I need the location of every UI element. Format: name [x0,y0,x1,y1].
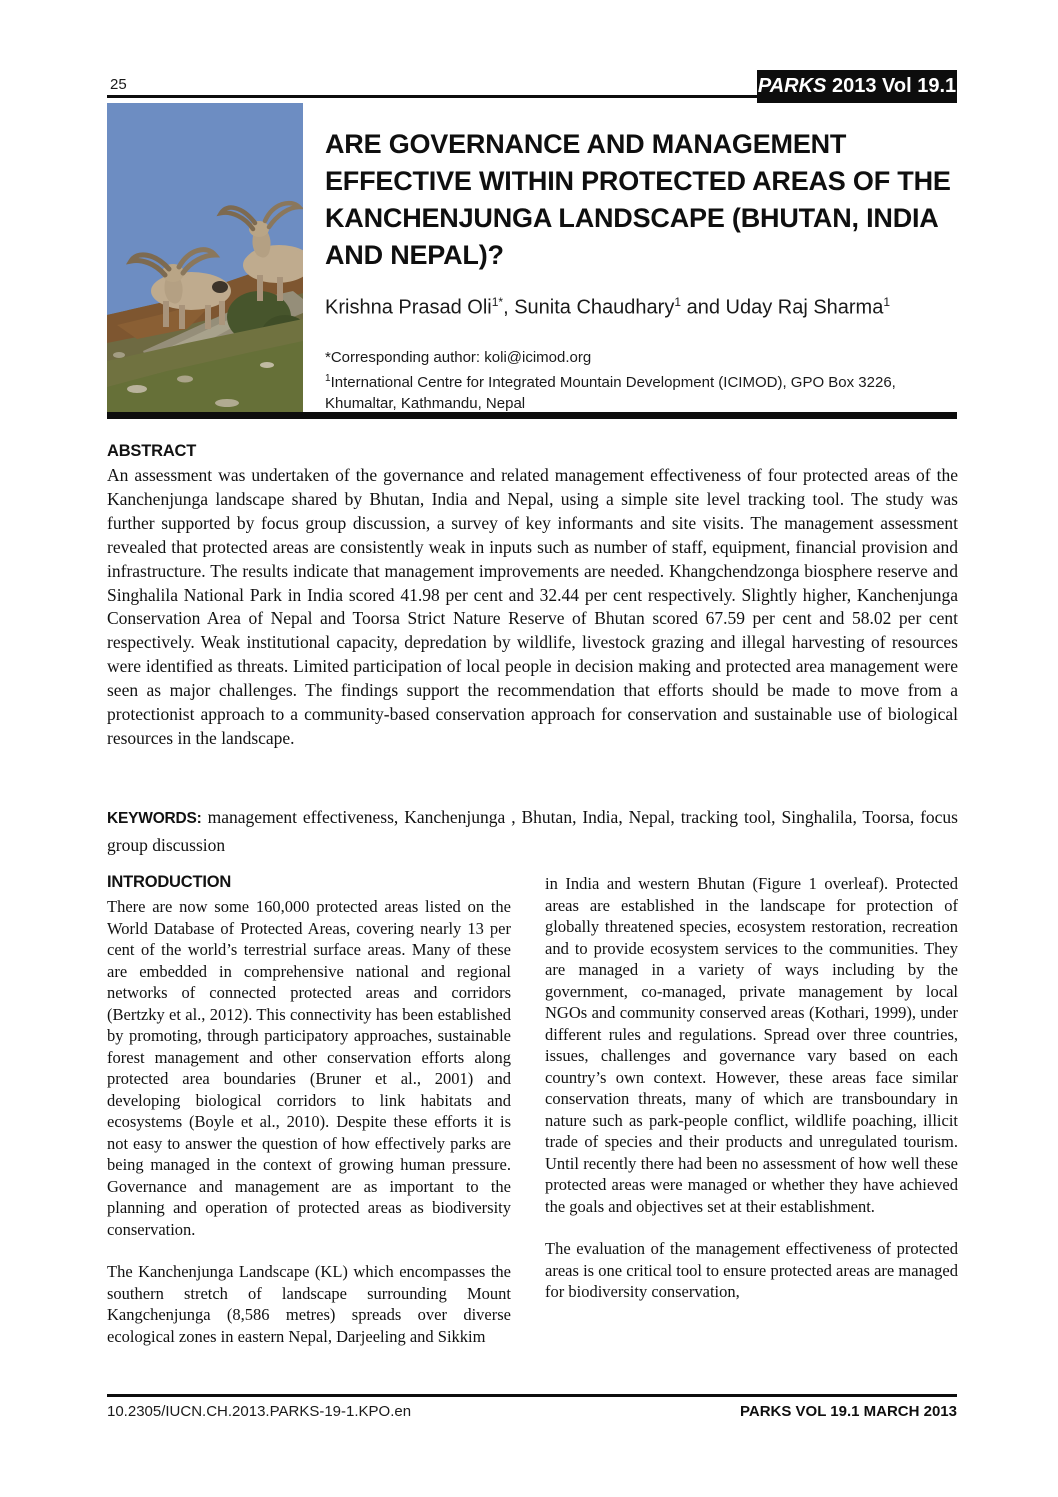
footer-issue: PARKS VOL 19.1 MARCH 2013 [739,1403,957,1420]
corresponding-author-line: *Corresponding author: koli@icimod.org [325,349,592,366]
journal-banner-volume: 2013 Vol 19.1 [826,75,957,97]
footer-rule [107,1394,957,1397]
journal-banner-name: PARKS [757,75,827,97]
author-name: Krishna Prasad Oli [325,296,492,319]
blue-sheep-photo-illustration [107,103,303,413]
abstract-heading: ABSTRACT [107,442,197,460]
intro-right-column [545,873,958,1324]
introduction-heading: INTRODUCTION [107,873,232,891]
author-name: Sunita Chaudhary [514,296,675,319]
author-affmark: 1* [491,295,504,309]
article-photo [107,103,303,413]
page-number: 25 [110,76,127,93]
keywords-label: KEYWORDS: [107,810,202,827]
author-affmark: 1 [883,295,891,309]
journal-banner [757,70,957,103]
article-title: ARE GOVERNANCE AND MANAGEMENT EFFECTIVE WITHIN PROTECTED AREAS OF THE KANCHENJUNGA LANDSCAPE (BHUTAN, INDIA AND NEPAL)? [325,129,951,270]
intro-paragraph: There are now some 160,000 protected areas listed on the World Database of Protected Areas, covering nearly 13 per cent of the world’s terrestrial surface areas. Many of these are embedded in comprehensive national and regional networks of connected protected areas and corridors (Bertzky et al., 2012). This connectivity has been established by promoting, through participatory approaches, sustainable forest management and other conservation efforts along protected area boundaries (Bruner et al., 2001) and developing biological corridors to link habitats and ecosystems (Boyle et al., 2010). Despite these efforts it is not easy to answer the question of how effectively parks are being managed in the context of growing human pressure. Governance and management are as important to the planning and operation of protected areas as biodiversity conservation. [107,897,511,1239]
intro-paragraph: The Kanchenjunga Landscape (KL) which encompasses the southern stretch of landscape surrounding Mount Kangchenjunga (8,586 metres) spreads over diverse ecological zones in eastern Nepal, Darjeeling and Sikkim [107,1262,511,1346]
title-divider-bar [107,412,957,419]
abstract-text: An assessment was undertaken of the governance and related management effectiveness of four protected areas of the Kanchenjunga landscape shared by Bhutan, India and Nepal, using a simple site level tracking tool. The study was further supported by focus group discussion, a survey of key informants and site visits. The management assessment revealed that protected areas are consistently weak in inputs such as number of staff, equipment, financial provision and infrastructure. The results indicate that management improvements are needed. Khangchendzonga biosphere reserve and Singhalila National Park in India scored 41.98 per cent and 32.44 per cent respectively. Slightly higher, Kanchenjunga Conservation Area of Nepal and Toorsa Strict Nature Reserve of Bhutan scored 67.59 per cent and 58.02 per cent respectively. Weak institutional capacity, depredation by wildlife, livestock grazing and illegal harvesting of resources were identified as threats. Limited participation of local people in decision making and protected area management were seen as major challenges. The findings support the recommendation that efforts should be made to move from a protectionist approach to a community-based conservation approach for conservation and sustainable use of biological resources in the landscape. [107,465,958,748]
keywords-text: management effectiveness, Kanchenjunga , Bhutan, India, Nepal, tracking tool, Singhalila, Toorsa, focus group discussion [107,807,963,855]
intro-paragraph: The evaluation of the management effectiveness of protected areas is one critical tool to ensure protected areas are managed for biodiversity conservation, [545,1239,958,1301]
affiliation-line: $^1$International Centre for Integrated Mountain Development (ICIMOD), GPO Box 3226, Khumaltar, Kathmandu, Nepal [325,373,896,412]
keywords-line [107,804,963,858]
author-name: Uday Raj Sharma [725,296,884,319]
author-affmark: 1 [674,295,682,309]
affiliation-block [325,347,961,414]
footer-doi: 10.2305/IUCN.CH.2013.PARKS-19-1.KPO.en [107,1403,412,1420]
intro-left-column [107,873,511,1368]
authors-line: Krishna Prasad Oli$^{1*}$, Sunita Chaudhary$^1$ and Uday Raj Sharma$^1$ [325,295,891,319]
intro-paragraph: in India and western Bhutan (Figure 1 overleaf). Protected areas are established in the landscape for protection of globally threatened species, ecosystem restoration, recreation and to provide ecosystem services to the communities. They are managed in a variety of ways including by the government, co-managed, private management by local NGOs and community conserved areas (Kothari, 1999), under different rules and regulations. Spread over three countries, issues, challenges and governance vary based on each country’s own context. However, these areas face similar conservation threats, many of which are transboundary in nature such as park-people conflict, wildlife poaching, illicit trade of species and their products and unregulated tourism. Until recently there had been no assessment of how well these protected areas were managed or whether they have achieved the goals and objectives set at their establishment. [545,874,958,1216]
